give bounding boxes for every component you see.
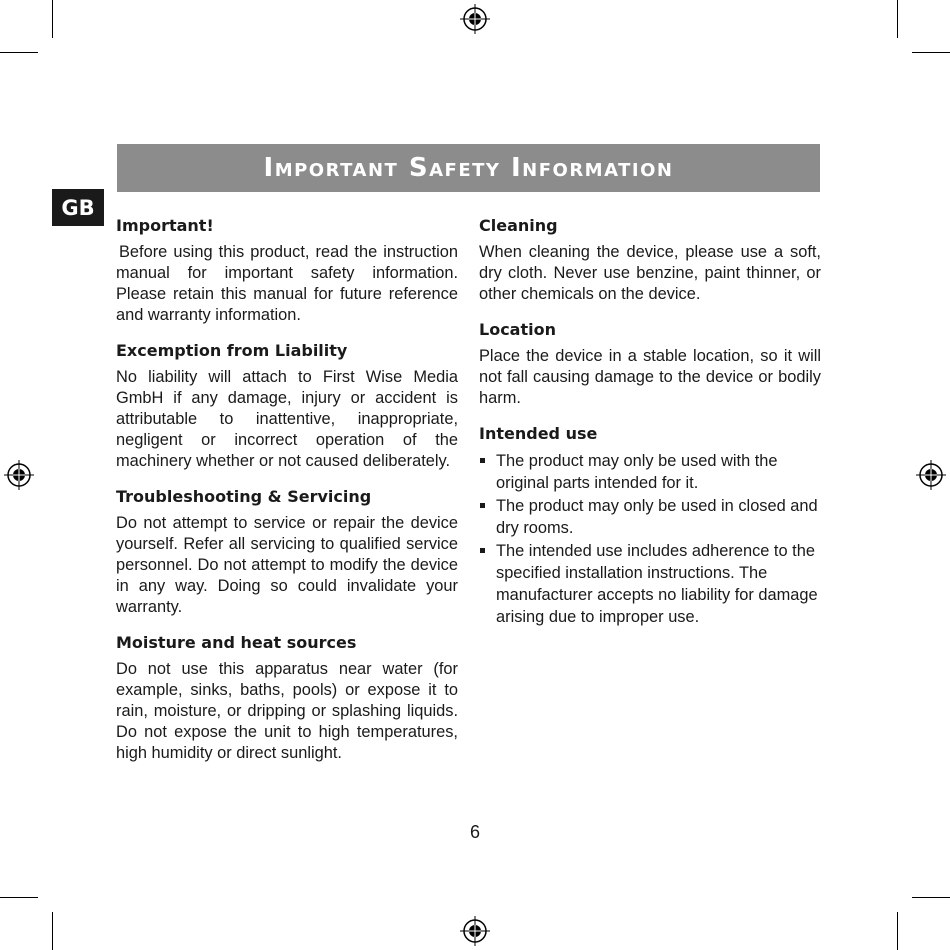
language-tab: GB	[52, 189, 104, 226]
crop-mark	[0, 52, 38, 53]
crop-mark	[0, 897, 38, 898]
section-text: Do not use this apparatus near water (for example, sinks, baths, pools) or expose it to rain, moisture, or dripping or splashing liquids. Do not expose the unit to high temperatures, high humidity or direct sunlight.	[116, 660, 458, 762]
page-number: 6	[469, 822, 480, 842]
bullet-list	[479, 450, 821, 628]
section-moisture	[116, 632, 458, 764]
registration-mark-icon	[460, 4, 490, 34]
section-text: When cleaning the device, please use a soft, dry cloth. Never use benzine, paint thinner, or other chemicals on the device.	[479, 243, 821, 303]
registration-mark-icon	[4, 460, 34, 490]
crop-mark	[897, 912, 898, 950]
section-location	[479, 319, 821, 409]
section-heading: Excemption from Liability	[116, 341, 348, 360]
section-heading: Location	[479, 320, 556, 339]
section-text: Do not attempt to service or repair the device yourself. Refer all servicing to qualified service personnel. Do not attempt to modify the device in any way. Doing so could invalidate your warranty.	[116, 514, 458, 616]
list-item: The product may only be used in closed and dry rooms.	[479, 495, 821, 539]
crop-mark	[897, 0, 898, 38]
section-intended-use	[479, 423, 821, 628]
section-text: No liability will attach to First Wise Media GmbH if any damage, injury or accident is attributable to inattentive, inappropriate, negligent or incorrect operation of the machinery whether or not caused deliberately.	[116, 368, 458, 470]
section-heading: Important!	[116, 216, 214, 235]
section-text: Place the device in a stable location, so it will not fall causing damage to the device or bodily harm.	[479, 347, 821, 407]
registration-mark-icon	[916, 460, 946, 490]
section-text: Before using this product, read the instruction manual for important safety information. Please retain this manual for future reference and warranty information.	[116, 243, 458, 324]
section-important	[116, 215, 458, 326]
left-column	[116, 215, 458, 778]
page-title: Important Safety Information	[263, 153, 674, 183]
right-column	[479, 215, 821, 642]
section-cleaning	[479, 215, 821, 305]
page-title-bar	[117, 144, 820, 192]
crop-mark	[912, 897, 950, 898]
section-liability	[116, 340, 458, 472]
crop-mark	[52, 912, 53, 950]
crop-mark	[912, 52, 950, 53]
section-heading: Moisture and heat sources	[116, 633, 357, 652]
section-heading: Cleaning	[479, 216, 558, 235]
list-item: The intended use includes adherence to the specified installation instructions. The manufacturer accepts no liability for damage arising due to improper use.	[479, 540, 821, 628]
section-heading: Troubleshooting & Servicing	[116, 487, 372, 506]
section-troubleshooting	[116, 486, 458, 618]
crop-mark	[52, 0, 53, 38]
list-item: The product may only be used with the original parts intended for it.	[479, 450, 821, 494]
registration-mark-icon	[460, 916, 490, 946]
section-heading: Intended use	[479, 424, 598, 443]
